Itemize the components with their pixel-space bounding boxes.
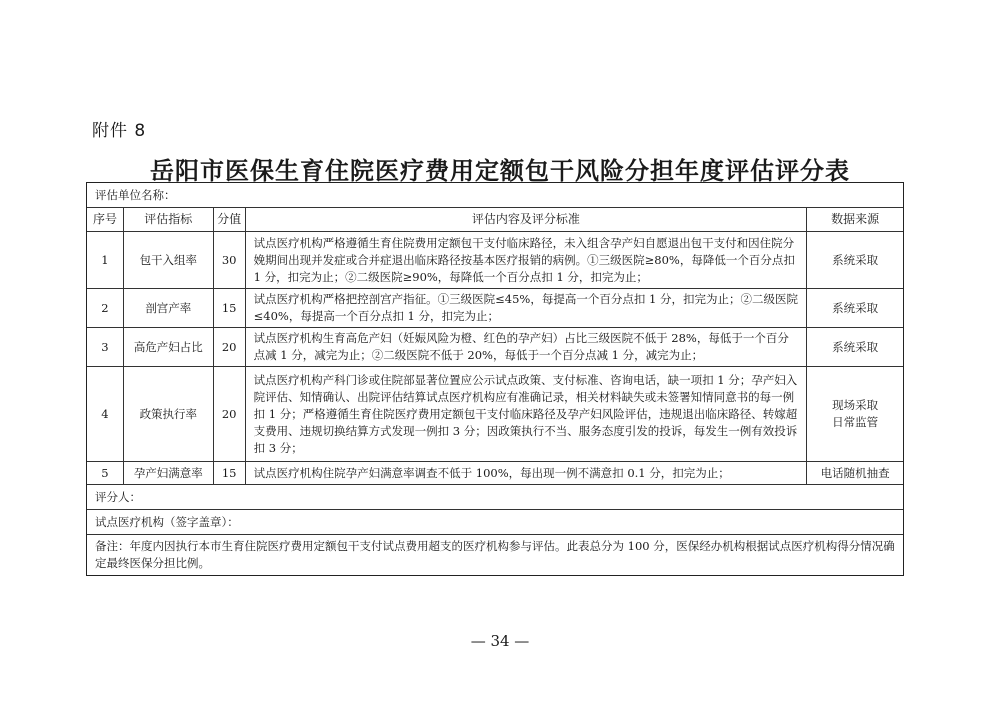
row-no: 5 (87, 462, 124, 484)
row-content: 试点医疗机构严格把控剖宫产指征。①三级医院≤45%，每提高一个百分点扣 1 分，扣完为止；②二级医院≤40%，每提高一个百分点扣 1 分，扣完为止； (246, 289, 808, 327)
row-indicator: 剖宫产率 (124, 289, 214, 327)
row-score: 20 (214, 367, 246, 461)
score-table (86, 182, 904, 576)
institution-label: 试点医疗机构（签字盖章）： (95, 514, 239, 529)
row-score: 20 (214, 328, 246, 366)
row-source: 现场采取日常监管 (832, 398, 879, 429)
table-header-row (87, 208, 903, 232)
note-row (87, 535, 903, 575)
row-no: 1 (87, 232, 124, 288)
row-content: 试点医疗机构产科门诊或住院部显著位置应公示试点政策、支付标准、咨询电话，缺一项扣 1 分；孕产妇入院评估、知情确认、出院评估结算试点医疗机构应有准确记录，相关材料缺失或未签署知情同意书的每一例扣 1 分；严格遵循生育住院医疗费用定额包干支付临床路径及孕产妇风险评估，违规退出临床路径、转嫁超支费用、违规切换结算方式发现一例扣 3 分；因政策执行不当、服务态度引发的投诉，每发生一例有效投诉扣 3 分； (246, 367, 808, 461)
row-source: 电话随机抽查 (820, 465, 890, 480)
row-indicator: 包干入组率 (124, 232, 214, 288)
header-no: 序号 (87, 208, 124, 231)
row-score: 15 (214, 462, 246, 484)
page-number: — 34 — (470, 632, 530, 650)
table-row (87, 289, 903, 328)
row-score: 15 (214, 289, 246, 327)
evaluator-row (87, 485, 903, 510)
row-indicator: 政策执行率 (124, 367, 214, 461)
attachment-label: 附件 8 (92, 121, 147, 141)
row-source: 系统采取 (832, 339, 879, 354)
note-text: 备注：年度内因执行本市生育住院医疗费用定额包干支付试点费用超支的医疗机构参与评估。此表总分为 100 分，医保经办机构根据试点医疗机构得分情况确定最终医保分担比例。 (95, 539, 895, 570)
table-row (87, 232, 903, 289)
row-content: 试点医疗机构生育高危产妇（妊娠风险为橙、红色的孕产妇）占比三级医院不低于 28%，每低于一个百分点减 1 分，减完为止；②二级医院不低于 20%，每低于一个百分点减 1 分，减完为止； (246, 328, 808, 366)
row-source: 系统采取 (832, 300, 879, 315)
unit-label: 评估单位名称： (95, 187, 176, 202)
row-score: 30 (214, 232, 246, 288)
row-no: 2 (87, 289, 124, 327)
unit-row (87, 183, 903, 208)
header-score: 分值 (214, 208, 246, 231)
row-indicator: 孕产妇满意率 (124, 462, 214, 484)
table-row (87, 328, 903, 367)
row-source: 系统采取 (832, 252, 879, 267)
institution-row (87, 510, 903, 535)
header-content: 评估内容及评分标准 (246, 208, 808, 231)
table-row (87, 462, 903, 485)
page-title: 岳阳市医保生育住院医疗费用定额包干风险分担年度评估评分表 (150, 156, 850, 185)
table-row (87, 367, 903, 462)
header-indicator: 评估指标 (124, 208, 214, 231)
row-indicator: 高危产妇占比 (124, 328, 214, 366)
header-source: 数据来源 (831, 212, 880, 226)
row-content: 试点医疗机构住院孕产妇满意率调查不低于 100%，每出现一例不满意扣 0.1 分，扣完为止； (246, 462, 808, 484)
evaluator-label: 评分人： (95, 489, 141, 504)
row-no: 4 (87, 367, 124, 461)
row-no: 3 (87, 328, 124, 366)
row-content: 试点医疗机构严格遵循生育住院费用定额包干支付临床路径，未入组含孕产妇自愿退出包干支付和因住院分娩期间出现并发症或合并症退出临床路径按基本医疗报销的病例。①三级医院≥80%，每降低一个百分点扣 1 分，扣完为止；②二级医院≥90%，每降低一个百分点扣 1 分，扣完为止； (246, 232, 808, 288)
